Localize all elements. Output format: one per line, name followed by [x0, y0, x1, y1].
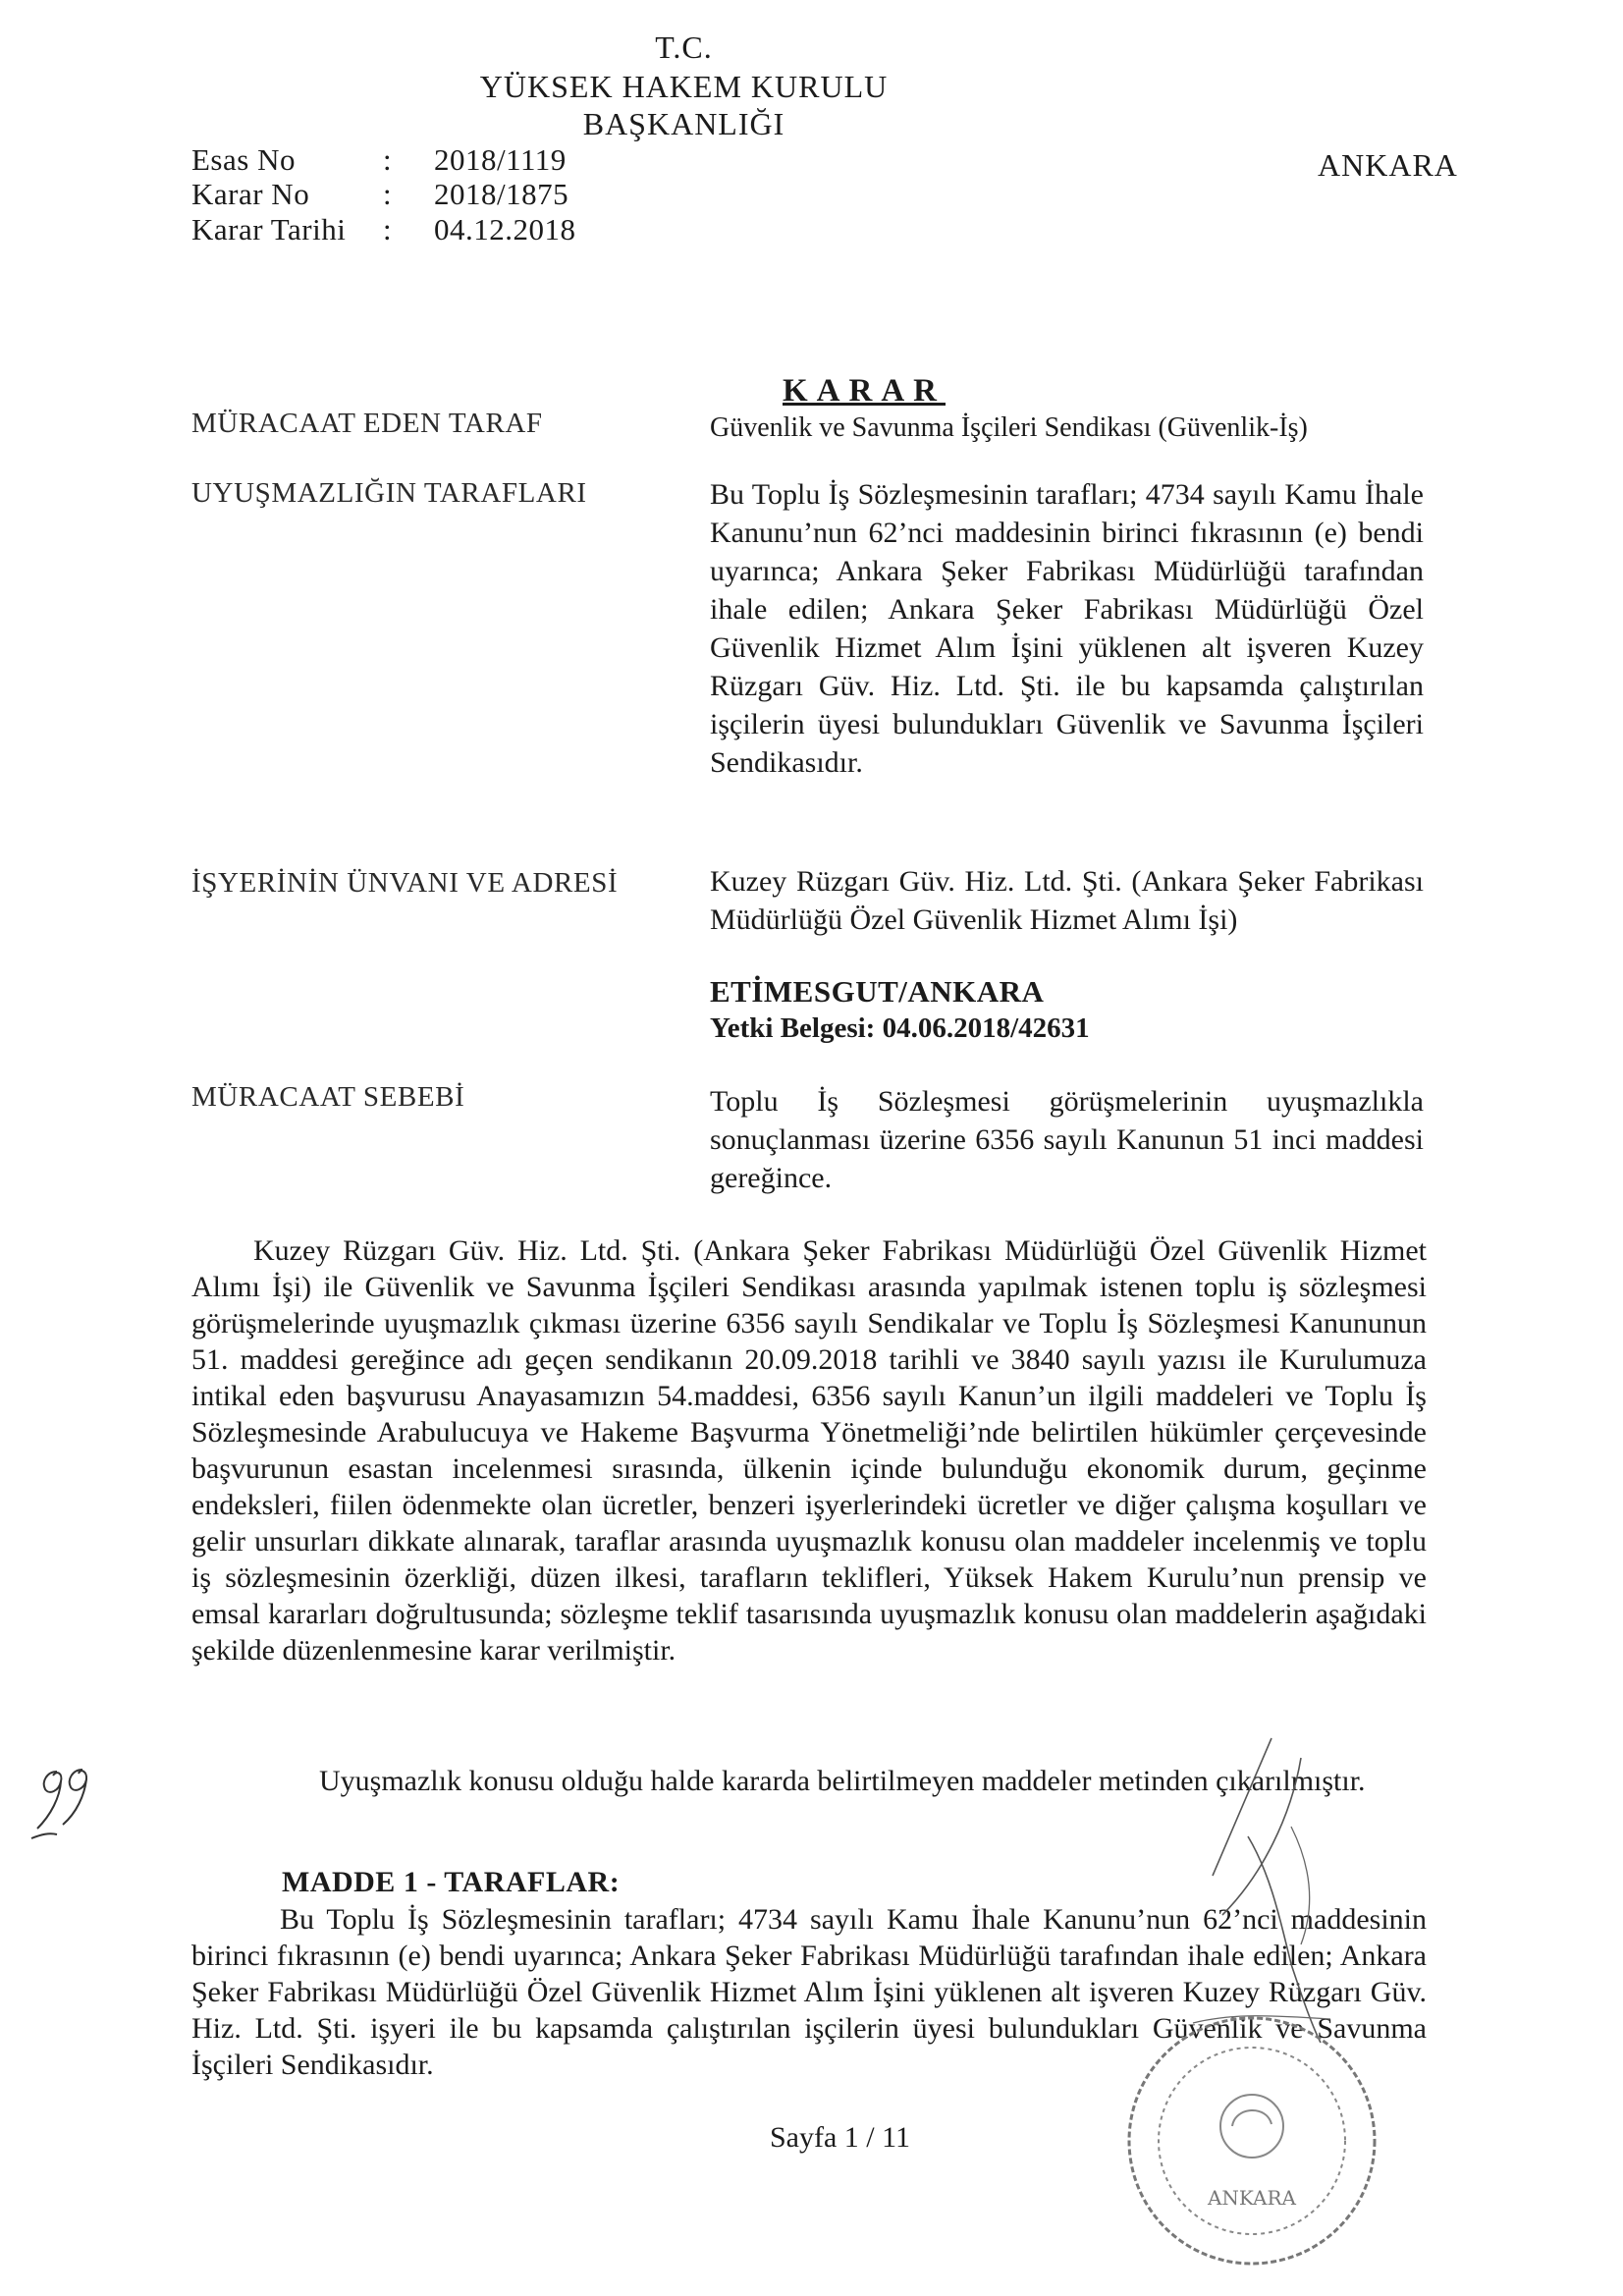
decision-title: KARAR: [783, 373, 946, 409]
handwritten-margin-mark: [27, 1764, 94, 1842]
header-presidency: BAŞKANLIĞI: [582, 106, 785, 141]
header-institution: YÜKSEK HAKEM KURULU: [479, 69, 889, 104]
meta-value: 2018/1119: [434, 142, 567, 177]
meta-value: 2018/1875: [434, 177, 569, 211]
label-application-reason: MÜRACAAT SEBEBİ: [191, 1081, 465, 1113]
article-1-text: Bu Toplu İş Sözleşmesinin tarafları; 4734 sayılı Kamu İhale Kanunu’nun 62’nci maddesinin birinci fıkrasının (e) bendi uyarınca; Ankara Şeker Fabrikası Müdürlüğü tarafından ihale edilen; Ankara Şeker Fabrikası Müdürlüğü Özel Güvenlik Hizmet Alım İşini yüklenen alt işveren Kuzey Rüzgarı Güv. Hiz. Ltd. Şti. işyeri ile bu kapsamda çalıştırılan işçilerin üyesi bulundukları Güvenlik ve Savunma İşçileri Sendikasıdır.: [191, 1903, 1427, 2081]
meta-separator: :: [383, 212, 393, 246]
label-workplace: İŞYERİNİN ÜNVANI VE ADRESİ: [191, 867, 619, 899]
body-paragraph-2: Uyuşmazlık konusu olduğu halde kararda belirtilmeyen maddeler metinden çıkarılmıştır.: [319, 1765, 1366, 1797]
header-city: ANKARA: [1318, 147, 1458, 183]
page-number: Sayfa 1 / 11: [770, 2121, 911, 2154]
stamp-text: ANKARA: [1207, 2186, 1297, 2210]
meta-karar-tarihi: [191, 212, 576, 247]
meta-separator: :: [383, 177, 393, 211]
meta-karar-no: [191, 177, 568, 212]
official-stamp: [1119, 2008, 1384, 2273]
meta-label: Karar Tarihi: [191, 212, 347, 246]
label-dispute-parties: UYUŞMAZLIĞIN TARAFLARI: [191, 477, 587, 509]
text-authorization: Yetki Belgesi: 04.06.2018/42631: [710, 1012, 1090, 1044]
article-1-title: MADDE 1 - TARAFLAR:: [282, 1866, 621, 1898]
handwritten-signature: [1154, 1728, 1350, 2052]
label-applicant: MÜRACAAT EDEN TARAF: [191, 408, 543, 439]
body-paragraph-1: Kuzey Rüzgarı Güv. Hiz. Ltd. Şti. (Ankara Şeker Fabrikası Müdürlüğü Özel Güvenlik Hizmet Alımı İşi) ile Güvenlik ve Savunma İşçileri Sendikası arasında yapılmak istenen toplu iş sözleşmesi görüşmelerinde uyuşmazlık çıkması üzerine 6356 sayılı Sendikalar ve Toplu İş Sözleşmesi Kanununun 51. maddesi gereğince adı geçen sendikanın 20.09.2018 tarihli ve 3840 sayılı yazısı ile Kurulumuza intikal eden başvurusu Anayasamızın 54.maddesi, 6356 sayılı Kanun’un ilgili maddeleri ve Toplu İş Sözleşmesinde Arabulucuya ve Hakeme Başvurma Yönetmeliği’nde belirtilen hükümler çerçevesinde başvurunun esastan incelenmesi sırasında, ülkenin içinde bulunduğu ekonomik durum, geçinme endeksleri, fiilen ödenmekte olan ücretler, benzeri işyerlerindeki ücretler ve diğer çalışma koşulları ve gelir unsurları dikkate alınarak, taraflar arasında uyuşmazlık konusu olan maddeler incelenmiş ve toplu iş sözleşmesinin özerkliği, düzen ilkesi, tarafların teklifleri, Yüksek Hakem Kurulu’nun prensip ve emsal kararları doğrultusunda; sözleşme teklif tasarısında uyuşmazlık konusu olan maddelerin aşağıdaki şekilde düzenlenmesine karar verilmiştir.: [191, 1234, 1427, 1667]
text-application-reason: Toplu İş Sözleşmesi görüşmelerinin uyuşmazlıkla sonuçlanması üzerine 6356 sayılı Kanunun 51 inci maddesi gereğince.: [710, 1085, 1424, 1194]
text-dispute-parties: Bu Toplu İş Sözleşmesinin tarafları; 4734 sayılı Kamu İhale Kanunu’nun 62’nci maddesinin birinci fıkrasının (e) bendi uyarınca; Ankara Şeker Fabrikası Müdürlüğü tarafından ihale edilen; Ankara Şeker Fabrikası Müdürlüğü Özel Güvenlik Hizmet Alım İşini yüklenen alt işveren Kuzey Rüzgarı Güv. Hiz. Ltd. Şti. ile bu kapsamda çalıştırılan işçilerin üyesi bulundukları Güvenlik ve Savunma İşçileri Sendikasıdır.: [710, 478, 1424, 779]
text-workplace-city: ETİMESGUT/ANKARA: [710, 974, 1045, 1009]
meta-label: Karar No: [191, 177, 310, 211]
text-applicant: Güvenlik ve Savunma İşçileri Sendikası (Güvenlik-İş): [710, 412, 1308, 443]
meta-value: 04.12.2018: [434, 212, 576, 246]
header-tc: T.C.: [655, 29, 713, 65]
meta-esas-no: [191, 142, 567, 178]
meta-label: Esas No: [191, 142, 296, 177]
meta-separator: :: [383, 142, 393, 177]
text-workplace: Kuzey Rüzgarı Güv. Hiz. Ltd. Şti. (Ankara Şeker Fabrikası Müdürlüğü Özel Güvenlik Hizmet Alımı İşi): [710, 865, 1424, 936]
